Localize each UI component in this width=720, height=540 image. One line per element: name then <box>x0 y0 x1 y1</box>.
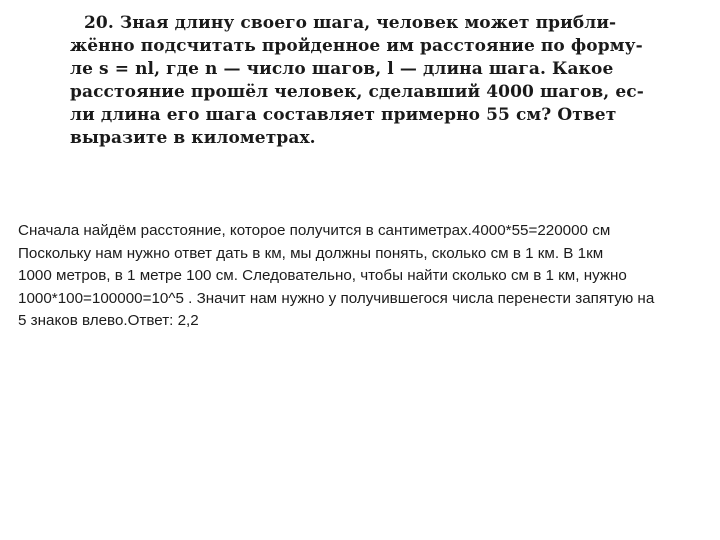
solution-line-2: Поскольку нам нужно ответ дать в км, мы должны понять, сколько см в 1 км. В 1км <box>18 244 604 262</box>
problem-line-2: жённо подсчитать пройденное им расстояние по форму- <box>70 36 643 56</box>
solution-line-4: 1000*100=100000=10^5 . Значит нам нужно у получившегося числа перенести запятую на <box>18 289 655 307</box>
problem-line-5: ли длина его шага составляет примерно 55 см? Ответ <box>70 105 617 125</box>
problem-line-1 <box>70 12 617 35</box>
problem-line-4: расстояние прошёл человек, сделавший 4000 шагов, ес- <box>70 82 644 102</box>
problem-line-1-text: Зная длину своего шага, человек может прибли- <box>119 13 617 33</box>
problem-line-3: ле s = nl, где n — число шагов, l — длина шага. Какое <box>70 59 614 79</box>
problem-number: 20. <box>84 13 114 33</box>
solution-line-1: Сначала найдём расстояние, которое получится в сантиметрах.4000*55=220000 см <box>18 222 611 239</box>
problem-text <box>70 12 644 150</box>
solution-line-3: 1000 метров, в 1 метре 100 см. Следовательно, чтобы найти сколько см в 1 км, нужно <box>18 267 627 284</box>
problem-line-6: выразите в километрах. <box>70 128 316 148</box>
solution-text <box>18 220 708 333</box>
solution-line-5: 5 знаков влево.Ответ: 2,2 <box>18 312 199 329</box>
